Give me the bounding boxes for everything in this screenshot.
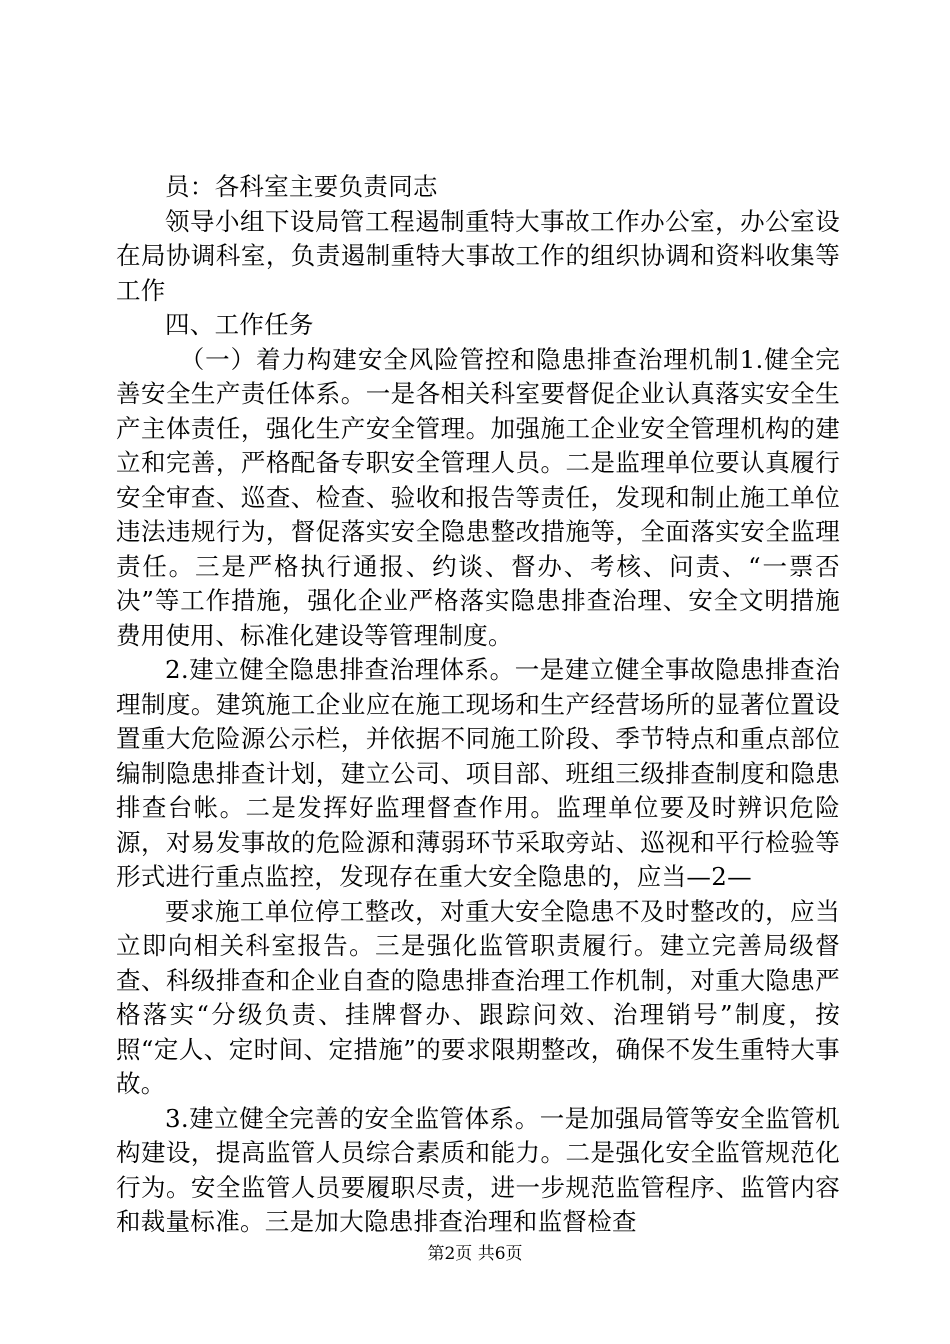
paragraph-task-3: 3.建立健全完善的安全监管体系。一是加强局管等安全监管机构建设，提高监管人员综合素质和能力。二是强化安全监管规范化行为。安全监管人员要履职尽责，进一步规范监管程序、监管内容和裁量标准。三是加大隐患排查治理和监督检查: [116, 1103, 840, 1236]
document-body: [116, 170, 840, 1240]
page-number-footer: 第2页 共6页: [427, 1244, 523, 1264]
paragraph-office-setup: 领导小组下设局管工程遏制重特大事故工作办公室，办公室设在局协调科室，负责遏制重特大事故工作的组织协调和资料收集等工作: [116, 206, 840, 305]
paragraph-task-2-continued: 要求施工单位停工整改，对重大安全隐患不及时整改的，应当立即向相关科室报告。三是强化监管职责履行。建立完善局级督查、科级排查和企业自查的隐患排查治理工作机制，对重大隐患严格落实“分级负责、挂牌督办、跟踪问效、治理销号”制度，按照“定人、定时间、定措施”的要求限期整改，确保不发生重特大事故。: [116, 896, 840, 1098]
paragraph-task-1: （一）着力构建安全风险管控和隐患排查治理机制1.健全完善安全生产责任体系。一是各相关科室要督促企业认真落实安全生产主体责任，强化生产安全管理。加强施工企业安全管理机构的建立和完善，严格配备专职安全管理人员。二是监理单位要认真履行安全审查、巡查、检查、验收和报告等责任，发现和制止施工单位违法违规行为，督促落实安全隐患整改措施等，全面落实安全监理责任。三是严格执行通报、约谈、督办、考核、问责、“一票否决”等工作措施，强化企业严格落实隐患排查治理、安全文明措施费用使用、标准化建设等管理制度。: [116, 344, 840, 650]
paragraph-task-2: 2.建立健全隐患排查治理体系。一是建立健全事故隐患排查治理制度。建筑施工企业应在施工现场和生产经营场所的显著位置设置重大危险源公示栏，并依据不同施工阶段、季节特点和重点部位编制隐患排查计划，建立公司、项目部、班组三级排查制度和隐患排查台帐。二是发挥好监理督查作用。监理单位要及时辨识危险源，对易发事故的危险源和薄弱环节采取旁站、巡视和平行检验等形式进行重点监控，发现存在重大安全隐患的，应当—2—: [116, 655, 840, 891]
paragraph-members: 员：各科室主要负责同志: [165, 172, 438, 201]
section-heading-tasks: 四、工作任务: [165, 310, 314, 339]
